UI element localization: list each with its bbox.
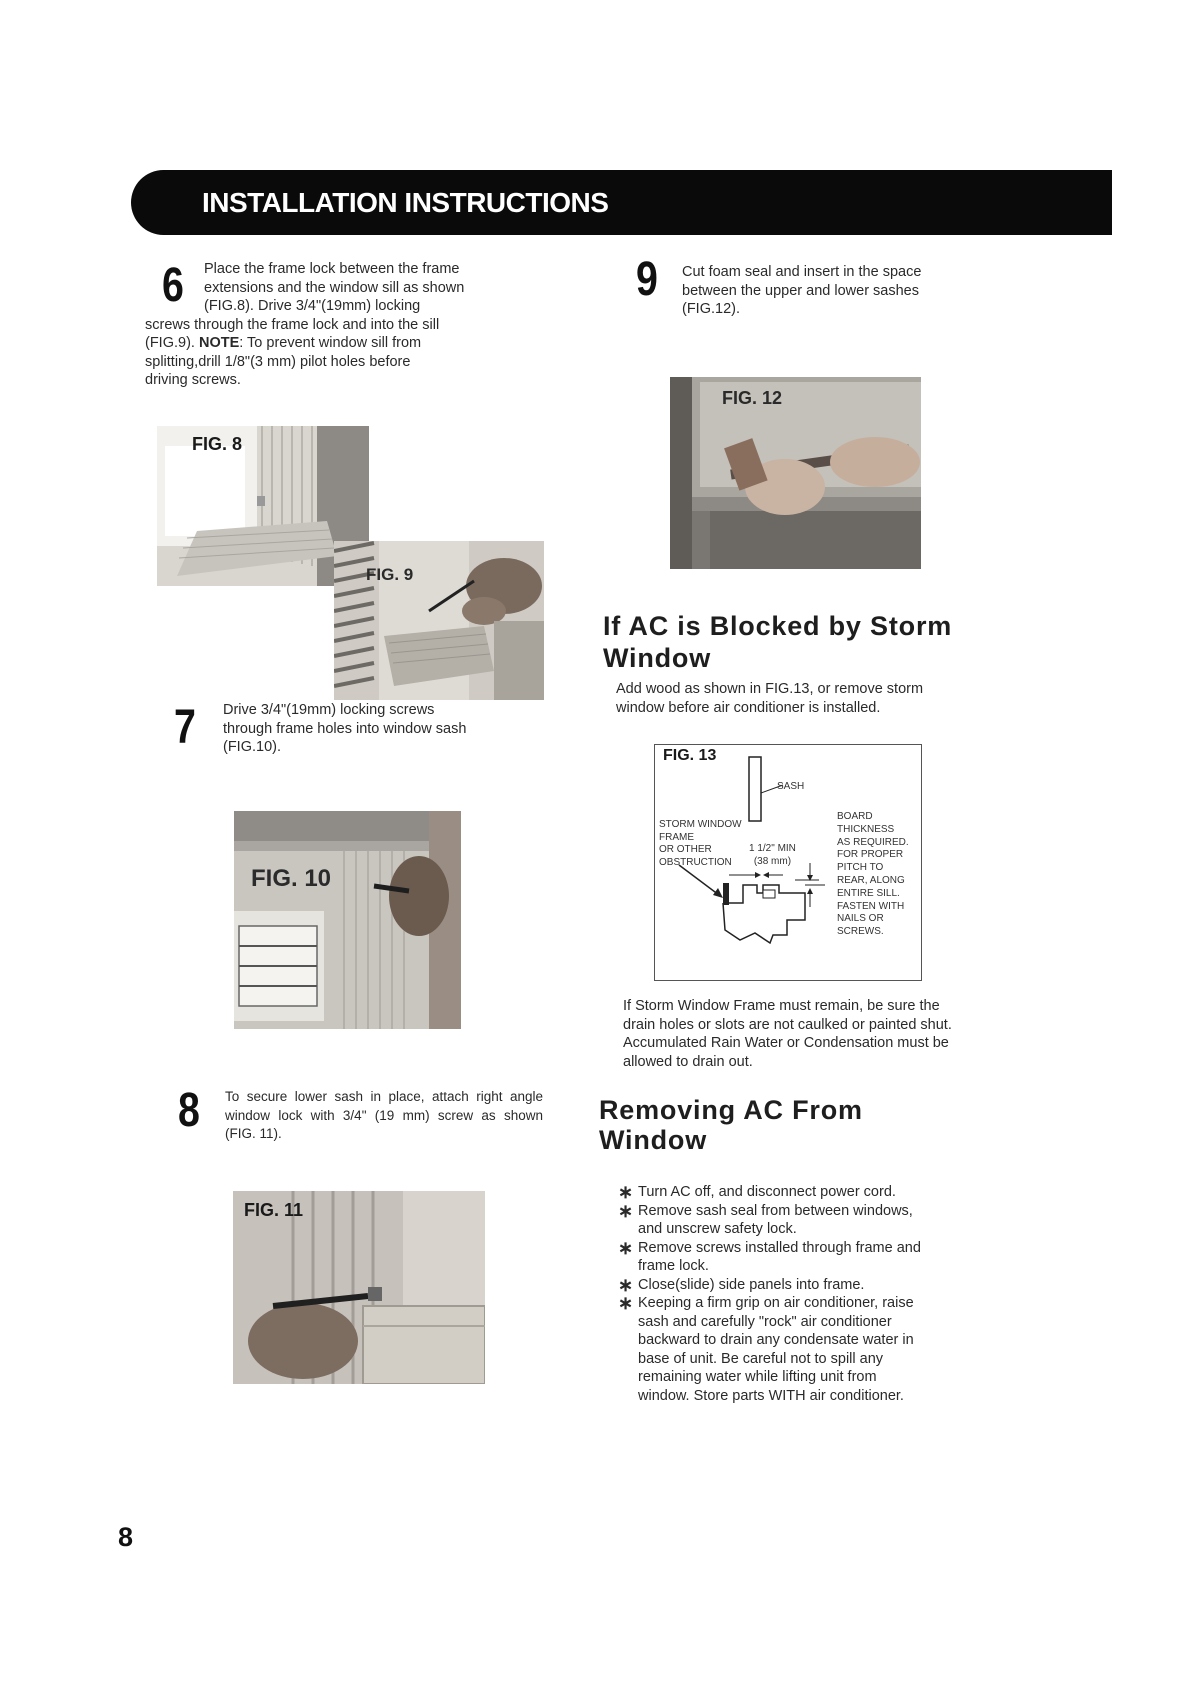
storm-heading-line: If AC is Blocked by Storm xyxy=(603,611,953,641)
asterisk-icon: ∗ xyxy=(618,1200,634,1221)
removing-heading-line: Removing AC From xyxy=(599,1095,863,1125)
fig-10-label: FIG. 10 xyxy=(251,865,332,892)
storm-note xyxy=(623,997,952,1071)
step-6-note-line xyxy=(145,334,439,353)
fig-13-label: FIG. 13 xyxy=(663,747,717,764)
fig-13-board-line: AS REQUIRED. xyxy=(837,836,909,848)
bullet-line: remaining water while lifting unit from xyxy=(638,1369,877,1385)
step-8-line: To secure lower sash in place, attach right angle xyxy=(225,1089,543,1104)
fig-8-label: FIG. 8 xyxy=(192,434,243,454)
note-label: NOTE xyxy=(198,335,240,351)
removing-bullet xyxy=(618,1276,938,1295)
step-6-line: (FIG.8). Drive 3/4"(19mm) locking xyxy=(204,298,421,314)
step-6-line: splitting,drill 1/8"(3 mm) pilot holes before xyxy=(145,353,411,370)
step-6-line: Place the frame lock between the frame xyxy=(204,261,460,277)
bullet-line: base of unit. Be careful not to spill any xyxy=(638,1350,884,1367)
step-8-line: window lock with 3/4" (19 mm) screw as shown xyxy=(225,1107,543,1123)
removing-bullet xyxy=(618,1294,938,1405)
asterisk-icon: ∗ xyxy=(618,1237,634,1258)
fig-9-label: FIG. 9 xyxy=(366,565,414,584)
bullet-line: Keeping a firm grip on air conditioner, raise xyxy=(638,1295,914,1311)
step-9-line: Cut foam seal and insert in the space xyxy=(682,264,922,280)
step-7-line: through frame holes into window sash xyxy=(223,720,467,737)
storm-heading xyxy=(603,610,952,674)
fig-13-storm-line: OBSTRUCTION xyxy=(659,856,732,868)
fig-13-board-line: ENTIRE SILL. xyxy=(837,887,900,899)
fig-11-label: FIG. 11 xyxy=(244,1200,304,1220)
fig-13-storm-line: FRAME xyxy=(659,831,694,843)
section-banner xyxy=(131,170,1112,235)
removing-bullet xyxy=(618,1239,938,1276)
fig-13-board-line: SCREWS. xyxy=(837,926,884,938)
storm-note-line: Accumulated Rain Water or Condensation must be xyxy=(623,1035,949,1051)
bullet-line: Turn AC off, and disconnect power cord. xyxy=(638,1184,896,1200)
step-6-line: screws through the frame lock and into the sill xyxy=(145,316,440,333)
bullet-line: Remove screws installed through frame and xyxy=(638,1239,921,1256)
bullet-line: Remove sash seal from between windows, xyxy=(638,1202,913,1219)
step-6-text-b xyxy=(145,316,439,390)
step-6-number: 6 xyxy=(162,259,184,312)
step-9-text xyxy=(682,263,921,319)
fig-12-photo xyxy=(670,377,921,569)
step-9-line: between the upper and lower sashes xyxy=(682,282,919,299)
step-6-line: (FIG.9). xyxy=(145,335,199,351)
bullet-line: Close(slide) side panels into frame. xyxy=(638,1276,865,1293)
step-7-line: (FIG.10). xyxy=(223,739,282,755)
fig-13-diagram xyxy=(654,744,922,981)
storm-intro-line: Add wood as shown in FIG.13, or remove storm xyxy=(616,681,924,697)
step-6-text-a xyxy=(204,260,464,316)
bullet-line: sash and carefully "rock" air conditioner xyxy=(638,1313,892,1330)
step-8-text xyxy=(225,1088,543,1144)
step-9-line: (FIG.12). xyxy=(682,301,741,317)
removing-heading xyxy=(599,1095,863,1155)
asterisk-icon: ∗ xyxy=(618,1293,634,1313)
fig-13-board-line: PITCH TO xyxy=(837,862,884,874)
fig-13-board-label xyxy=(837,811,909,939)
bullet-line: window. Store parts WITH air conditioner. xyxy=(638,1387,904,1404)
fig-13-board-line: FOR PROPER xyxy=(837,849,904,861)
step-7-line: Drive 3/4"(19mm) locking screws xyxy=(223,702,435,718)
page-number: 8 xyxy=(118,1522,134,1552)
step-7-text xyxy=(223,701,466,757)
fig-13-storm-label xyxy=(659,819,742,869)
bullet-line: frame lock. xyxy=(638,1258,709,1274)
storm-heading-line: Window xyxy=(603,643,712,673)
bullet-line: and unscrew safety lock. xyxy=(638,1221,797,1237)
note-text: : To prevent window sill from xyxy=(239,335,422,351)
bullet-line: backward to drain any condensate water in xyxy=(638,1332,914,1348)
fig-13-board-line: BOARD xyxy=(837,811,873,822)
step-8-number: 8 xyxy=(178,1084,200,1137)
fig-13-storm-line: STORM WINDOW xyxy=(659,819,742,830)
storm-intro-line: window before air conditioner is installed. xyxy=(616,699,881,716)
storm-note-line: If Storm Window Frame must remain, be sure the xyxy=(623,998,940,1014)
section-title: INSTALLATION INSTRUCTIONS xyxy=(202,187,609,218)
fig-13-sash-label: SASH xyxy=(777,781,805,792)
removing-bullet xyxy=(618,1202,938,1239)
fig-13-board-line: FASTEN WITH xyxy=(837,900,905,912)
fig-13-board-line: REAR, ALONG xyxy=(837,874,905,886)
storm-intro xyxy=(616,680,923,717)
removing-bullet xyxy=(618,1183,938,1202)
fig-13-board-line: NAILS OR xyxy=(837,913,884,925)
step-7-number: 7 xyxy=(174,701,196,754)
step-6-line: extensions and the window sill as shown xyxy=(204,279,465,296)
fig-13-min-line: 1 1/2" MIN xyxy=(749,843,796,854)
storm-note-line: drain holes or slots are not caulked or painted shut. xyxy=(623,1016,952,1033)
fig-10-photo xyxy=(234,811,461,1029)
fig-12-label: FIG. 12 xyxy=(722,388,783,408)
asterisk-icon: ∗ xyxy=(618,1274,634,1295)
fig-13-min-label xyxy=(749,843,796,868)
storm-note-line: allowed to drain out. xyxy=(623,1053,753,1070)
fig-13-min-line: (38 mm) xyxy=(753,855,792,867)
removing-heading-line: Window xyxy=(599,1125,708,1155)
step-9-number: 9 xyxy=(636,253,658,306)
fig-9-photo xyxy=(334,541,544,700)
fig-13-board-line: THICKNESS xyxy=(837,823,895,835)
fig-11-photo xyxy=(233,1191,485,1384)
step-6-line: driving screws. xyxy=(145,372,241,388)
step-8-line: (FIG. 11). xyxy=(225,1126,282,1141)
fig-13-storm-line: OR OTHER xyxy=(659,844,712,855)
asterisk-icon: ∗ xyxy=(618,1182,634,1202)
